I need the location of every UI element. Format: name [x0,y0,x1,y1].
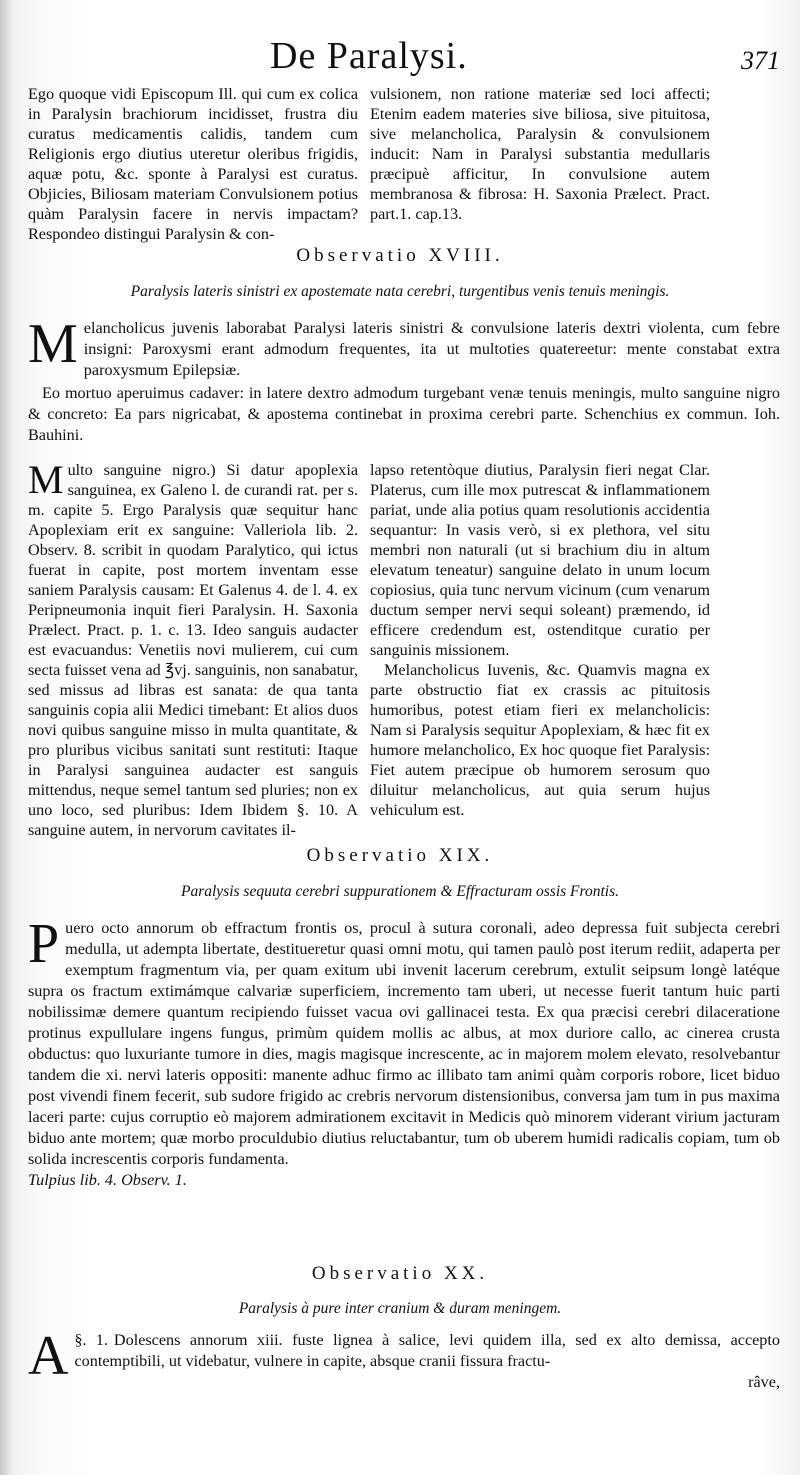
observation-18-para-1: Melancholicus juvenis laborabat Paralysi lateris sinistri & convulsione lateris dextri violenta, cum febre insigni: Paroxysmi erant admodum frequentes, ita ut multoties quatereetur: mente constabat extra paroxysmum Epilepsiæ. [28,313,780,379]
intro-right-text: vulsionem, non ratione materiæ sed loci affecti; Etenim eadem materies sive biliosa, sive pituitosa, sive melancholica, Paralysin & convulsionem inducit: Nam in Paralysi substantia medullaris præcipuè afficitur, In convulsione autem membranosa & fibrosa: H. Saxonia Prælect. Pract. part.1. cap.13. [370,85,710,223]
commentary-right-column [370,460,710,820]
commentary-left-column [28,457,358,840]
catchword: râve, [748,1373,780,1391]
observation-20-heading: Observatio XX. [311,1263,489,1284]
observation-18-subtitle: Paralysis lateris sinistri ex apostemate nata cerebri, turgentibus venis tenuis meningis. [130,283,670,300]
observation-19-source: Tulpius lib. 4. Observ. 1. [28,1171,187,1189]
observation-18-para-2: Eo mortuo aperuimus cadaver: in latere dextro admodum turgebant venæ tenuis meningis, multo sanguine nigro & concreto: Ea pars nigricabat, & apostema continebat in proxima cerebri parte. Schenchius ex commun. Ioh. Bauhini. [28,384,780,444]
commentary-right-text-2: Melancholicus Iuvenis, &c. Quamvis magna ex parte obstructio fiat ex crassis ac pituitosis humoribus, potest etiam fieri ex melancholicis: Nam si Paralysis sequitur Apoplexiam, & hæc fit ex humore melancholico, Ex hoc quoque fiet Paralysis: Fiet autem præcipue ob humorem serosum quo diluitur melancholicus, aut quia serum hujus vehiculum est. [370,661,710,819]
observation-20-para: §. 1. A Dolescens annorum xiii. fuste lignea à salice, levi quidem illa, sed ex alto demissa, accepto contemptibili, ut videbatur, vulnere in capite, absque cranii fissura fractu- [28,1325,780,1387]
drop-cap: M [28,457,64,502]
commentary-right-text-1: lapso retentòque diutius, Paralysin fieri negat Clar. Platerus, cum ille mox putrescat & inflammationem pariat, unde alia potius quam resolutionis accidentia sequantur: In vasis verò, si ex plethora, vel situ membri non naturali (ut si brachium diu in altum elevatum teneatur) sanguine delato in unum locum copiosius, quia tunc nervum vicinum (cum venarum ductum semper nervi sequi soleant) præmendo, id efficere credendum est, ostenditque curatio per sanguinis missionem. [370,461,710,659]
running-title: De Paralysi. [270,35,468,77]
section-mark: §. 1. [74,1332,108,1349]
observation-19-body [28,913,780,1191]
observation-18-heading: Observatio XVIII. [296,245,504,266]
page-number: 371 [741,46,780,75]
observation-20-subtitle: Paralysis à pure inter cranium & duram meningem. [238,1300,562,1317]
page-header [0,30,800,80]
observation-19-heading: Observatio XIX. [306,845,494,866]
observation-18-body [28,313,780,446]
observation-20-body [28,1325,780,1393]
drop-cap: M [28,313,78,375]
intro-left-text: Ego quoque vidi Episcopum Ill. qui cum ex colica in Paralysin brachiorum incidisset, frustra diu curatus medicamentis calidis, tandem cum Religionis ergo diutius uteretur oleribus frigidis, aquæ potu, &c. sponte à Paralysi est curatus. Objicies, Biliosam materiam Convulsionem potius quàm Paralysin facere in nervis impactam? Respondeo distingui Paralysin & con- [28,85,358,243]
drop-cap: A [28,1325,69,1387]
drop-cap: P [28,913,60,975]
observation-19-para: Puero octo annorum ob effractum frontis os, procul à sutura coronali, adeo depressa fuit subjecta cerebri medulla, ut adempta libertate, destitueretur quasi omni motu, qui tamen paulò post iterum rediit, adaperta per exemptum fragmentum via, per quam exitum ubi invenit lacerum cerebrum, extulit seipsum longè latéque supra os fractum extimámque calvariæ superficiem, incremento tam uberi, ut necesse fuerit tantum huic parti nobilissimæ demere quantum recipiendo fuisset vacua ovi gallinacei testa. Ex qua præcisi cerebri dilaceratione protinus expullulare ingens fungus, primùm quidem mollis ac albus, at mox duriore callo, ac cinerea crusta obductus: quo luxuriante tumore in dies, magis magisque increscente, ac in majorem molem elevato, resolvebantur tandem die xi. nervi lateris oppositi: manente adhuc firmo ac illibato tam animi quàm corporis robore, licet biduo post vivendi finem fecerit, sub sudore frigido ac crebris nervorum distensionibus, conversa jam tum in pus maxima laceri parte: cujus corruptio eò majorem admirationem excitavit in Medicis quò minorem viderant virium jacturam biduo ante mortem; quæ morbo proculdubio diutius reluctabantur, tum ob uberem humidi radicalis copiam, tum ob solida increscentis corporis fundamenta. [28,913,780,1168]
intro-right-column [370,84,710,224]
observation-19-subtitle: Paralysis sequuta cerebri suppurationem & Effracturam ossis Frontis. [180,883,619,900]
commentary-left-text: Multo sanguine nigro.) Si datur apoplexia sanguinea, ex Galeno l. de curandi rat. per s. m. capite 5. Ergo Paralysis quæ sequitur hanc Apoplexiam erit ex sanguine: Valleriola lib. 2. Observ. 8. scribit in quodam Paralytico, qui ictus fuerat in capite, post mortem inventam esse saniem Paralysis causam: Et Galenus 4. de l. 4. ex Peripneumonia inquit fieri Paralysin. H. Saxonia Prælect. Pract. p. 1. c. 13. Ideo sanguis audacter est evacuandus: Venetiis novi mulierem, cui cum secta fuisset vena ad ℥vj. sanguinis, non sanabatur, sed missus ad libras est sanata: de qua tanta sanguinis copia alii Medici timebant: Et alios duos novi quibus sanguine misso in multa quantitate, & pro pluribus vicibus sanitati sunt restituti: Itaque in Paralysi sanguinea audacter est sanguis mittendus, neque semel tantum sed pluries; non ex uno loco, sed pluribus: Idem Ibidem §. 10. A sanguine autem, in nervorum cavitates il- [28,457,358,839]
intro-left-column [28,84,358,244]
